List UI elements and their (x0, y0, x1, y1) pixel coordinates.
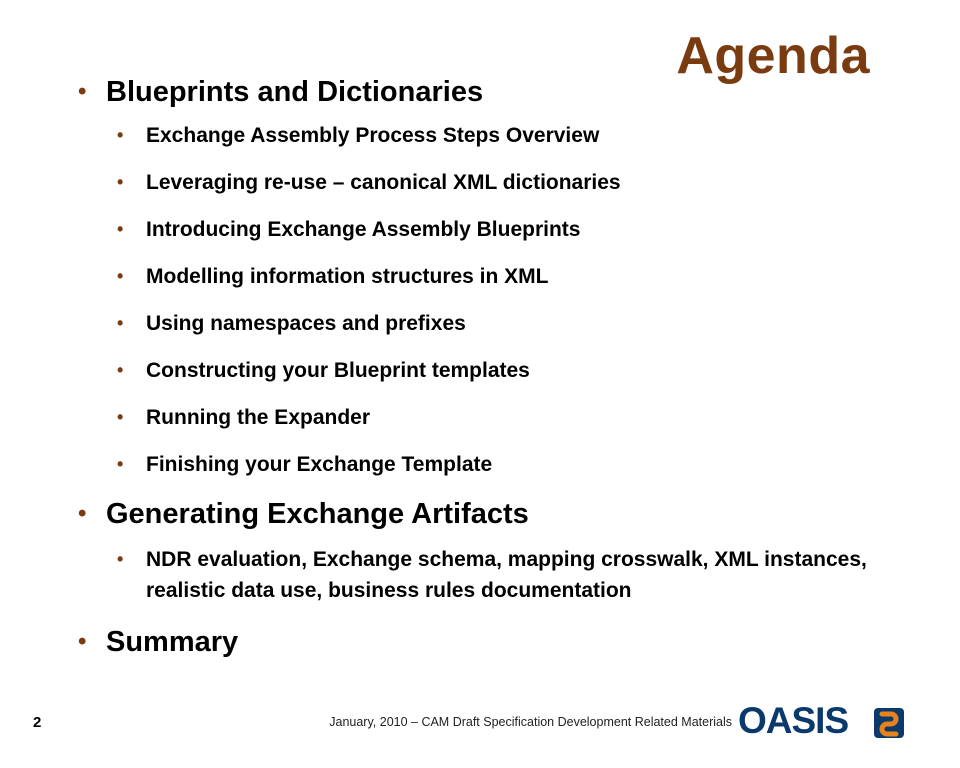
bullet-icon: • (78, 628, 87, 655)
list-item-text: Modelling information structures in XML (146, 265, 549, 288)
bullet-icon: • (117, 266, 124, 286)
bullet-icon: • (78, 78, 87, 105)
page-number: 2 (33, 714, 42, 731)
list-item (72, 167, 932, 198)
list-item-text: Introducing Exchange Assembly Blueprints (146, 218, 581, 241)
bullet-icon: • (117, 313, 124, 333)
section-label: Summary (106, 626, 239, 658)
sub-list (106, 544, 932, 606)
list-item-text: Leveraging re-use – canonical XML dictionaries (146, 171, 621, 194)
logo-mark-icon (873, 707, 905, 739)
list-item (72, 402, 932, 433)
slide-footer (0, 700, 960, 745)
agenda-section (72, 624, 932, 660)
list-item-text: NDR evaluation, Exchange schema, mapping crosswalk, XML instances, realistic data use, business rules documentation (146, 548, 867, 602)
bullet-icon: • (117, 407, 124, 427)
bullet-icon: • (117, 219, 124, 239)
bullet-icon: • (117, 172, 124, 192)
bullet-icon: • (117, 454, 124, 474)
list-item (72, 261, 932, 292)
list-item (72, 449, 932, 480)
section-label: Blueprints and Dictionaries (106, 76, 484, 108)
bullet-icon: • (117, 360, 124, 380)
list-item-text: Running the Expander (146, 406, 371, 429)
oasis-logo-icon (738, 700, 908, 741)
list-item-text: Using namespaces and prefixes (146, 312, 466, 335)
list-item-text: Finishing your Exchange Template (146, 453, 493, 476)
bullet-icon: • (117, 549, 124, 569)
list-item-text: Constructing your Blueprint templates (146, 359, 530, 382)
list-item-text: Exchange Assembly Process Steps Overview (146, 124, 600, 147)
agenda-section (72, 496, 932, 606)
logo-text: OASIS (738, 700, 849, 741)
list-item (72, 355, 932, 386)
bullet-icon: • (117, 125, 124, 145)
footer-text: January, 2010 – CAM Draft Specification Development Related Materials (329, 715, 732, 729)
bullet-icon: • (78, 500, 87, 527)
list-item (72, 544, 932, 606)
list-item (72, 308, 932, 339)
sub-list (106, 120, 932, 480)
list-item (72, 120, 932, 151)
list-item (72, 214, 932, 245)
slide-title: Agenda (676, 27, 870, 85)
section-label: Generating Exchange Artifacts (106, 498, 529, 530)
agenda-list (72, 74, 932, 660)
agenda-section (72, 74, 932, 480)
